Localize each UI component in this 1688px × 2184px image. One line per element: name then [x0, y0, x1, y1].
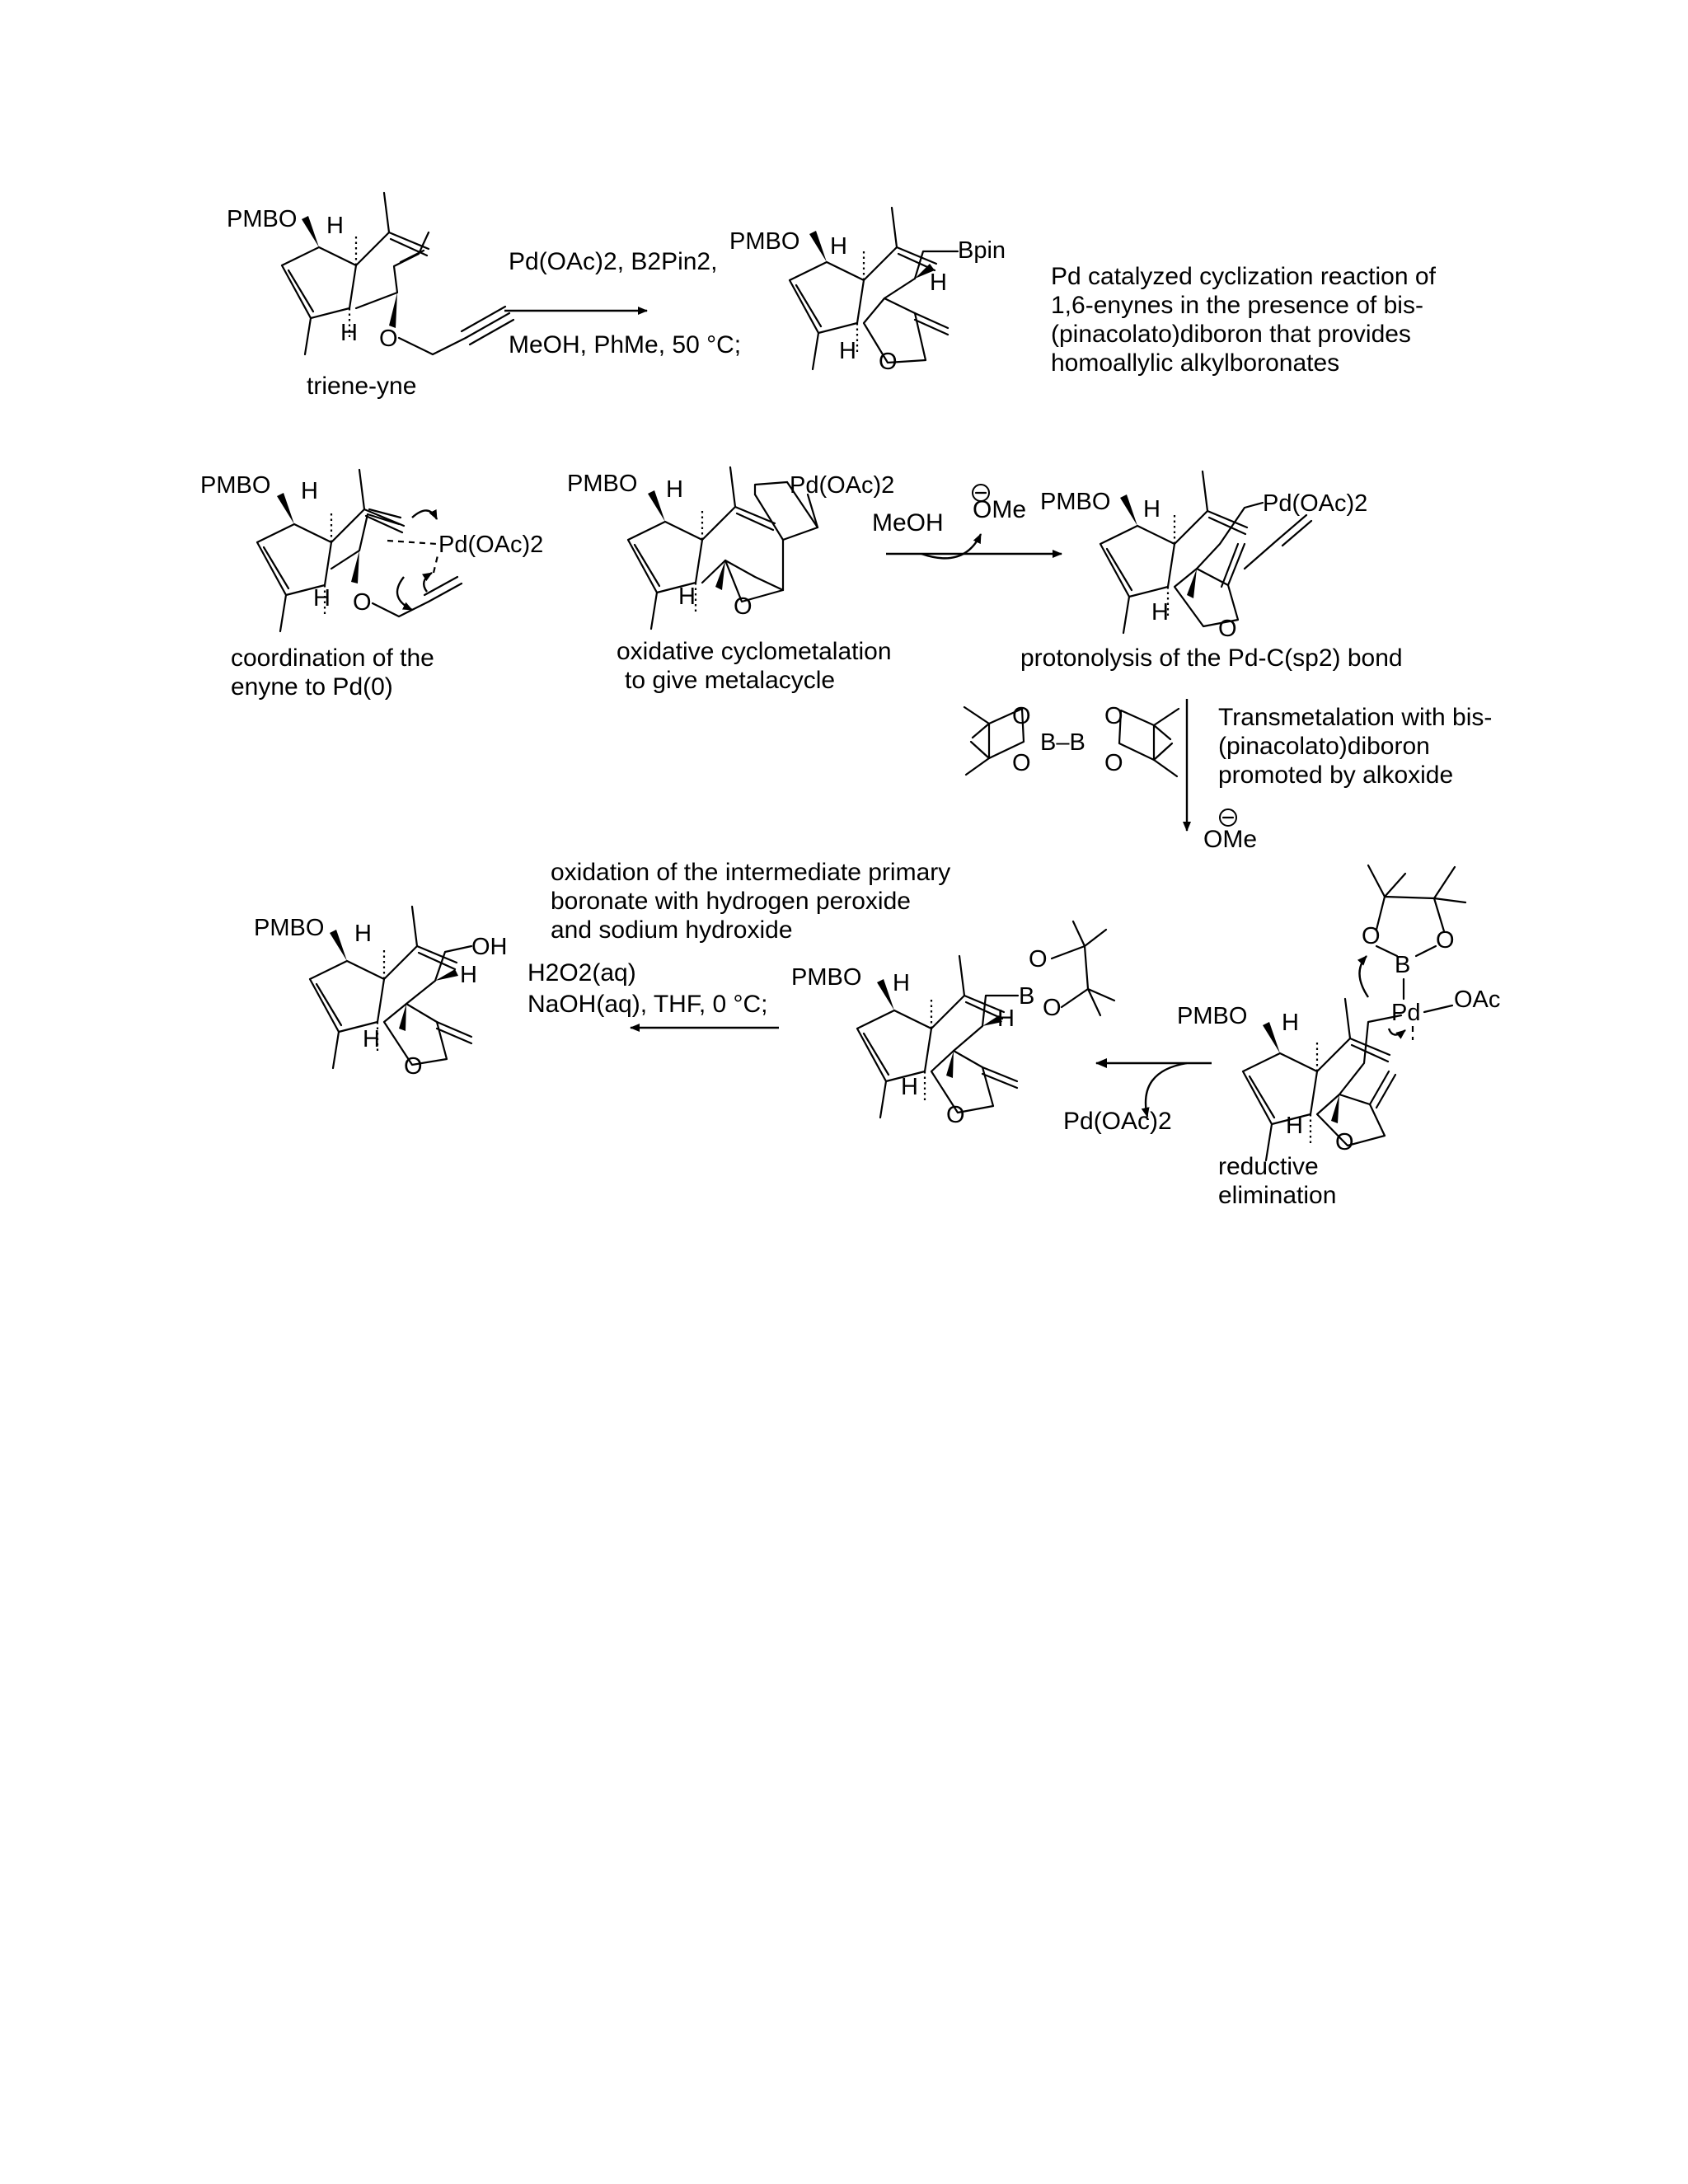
desc-line: 1,6-enynes in the presence of bis-	[1051, 292, 1423, 319]
protonolysis-label: protonolysis of the Pd-C(sp2) bond	[1020, 644, 1403, 672]
pmbo-label: PMBO	[791, 964, 862, 991]
pmbo-label: PMBO	[200, 472, 271, 499]
coord-line2: enyne to Pd(0)	[231, 673, 393, 701]
o-label: O	[404, 1053, 423, 1080]
pd-oac2-label: Pd(OAc)2	[1263, 490, 1368, 517]
pd-oac2-label: Pd(OAc)2	[790, 472, 895, 499]
conditions-1-line1: Pd(OAc)2, B2Pin2,	[509, 248, 718, 275]
boronate-intermediate	[791, 921, 1114, 1128]
o-label: O	[1104, 703, 1123, 729]
b2pin2-reagent	[964, 703, 1179, 776]
o-label: O	[353, 589, 372, 616]
desc-line: (pinacolato)diboron that provides	[1051, 321, 1411, 348]
o-label: O	[1104, 750, 1123, 776]
h-label: H	[460, 962, 477, 988]
h-label: H	[1286, 1113, 1303, 1139]
final-product-alcohol	[254, 907, 508, 1080]
conditions-2-line2: NaOH(aq), THF, 0 °C;	[528, 991, 768, 1018]
o-label: O	[879, 349, 898, 375]
oxid-line: oxidation of the intermediate primary	[551, 859, 951, 886]
h-label: H	[930, 269, 947, 296]
b-label: B	[1019, 983, 1035, 1010]
oxcyc-line1: oxidative cyclometalation	[617, 638, 892, 665]
trans-line3: promoted by alkoxide	[1218, 762, 1454, 789]
h-label: H	[1151, 599, 1169, 626]
desc-line: homoallylic alkylboronates	[1051, 349, 1340, 377]
h-label: H	[893, 970, 910, 996]
h-label: H	[839, 338, 856, 364]
o-label: O	[379, 326, 398, 352]
o-label: O	[1362, 923, 1381, 949]
h-label: H	[340, 320, 358, 346]
oxid-line: and sodium hydroxide	[551, 916, 793, 944]
ome-label: OMe	[973, 496, 1027, 523]
desc-line: Pd catalyzed cyclization reaction of	[1051, 263, 1436, 290]
oxidation-description	[551, 859, 950, 944]
pmbo-label: PMBO	[567, 471, 638, 497]
h-label: H	[301, 478, 318, 504]
o-label: O	[1043, 995, 1062, 1021]
description-1	[1051, 263, 1437, 377]
starting-material-triene-yne	[227, 193, 513, 400]
re-line2: elimination	[1218, 1182, 1337, 1209]
h-label: H	[313, 585, 331, 612]
pmbo-label: PMBO	[1177, 1003, 1248, 1029]
oac-label: OAc	[1454, 987, 1501, 1013]
metalacycle	[567, 467, 894, 694]
h-label: H	[666, 476, 683, 503]
h-label: H	[1282, 1010, 1299, 1036]
h-label: H	[363, 1026, 380, 1052]
o-label: O	[946, 1102, 965, 1128]
pmbo-label: PMBO	[254, 915, 325, 941]
meoh-label: MeOH	[872, 509, 944, 537]
pd-released-label: Pd(OAc)2	[1063, 1108, 1172, 1135]
h-label: H	[830, 233, 847, 260]
o-label: O	[1012, 703, 1031, 729]
protonated-intermediate	[1020, 471, 1403, 672]
coord-line1: coordination of the	[231, 644, 434, 672]
oxcyc-line2: to give metalacycle	[625, 667, 836, 694]
oh-label: OH	[471, 934, 508, 960]
h-label: H	[901, 1074, 918, 1100]
conditions-1-line2: MeOH, PhMe, 50 °C;	[509, 331, 742, 359]
h-label: H	[678, 583, 696, 610]
enyne-pd-complex	[200, 470, 543, 701]
oxid-line: boronate with hydrogen peroxide	[551, 888, 911, 915]
product-alkylboronate	[729, 208, 1006, 375]
o-label: O	[1029, 946, 1048, 972]
h-label: H	[1143, 496, 1160, 523]
h-label: H	[997, 1005, 1015, 1032]
pd-boron-complex	[1177, 865, 1500, 1209]
pmbo-label: PMBO	[227, 206, 298, 232]
o-label: O	[1218, 616, 1237, 642]
b-label: B	[1395, 952, 1411, 978]
h-label: H	[354, 921, 372, 947]
re-line1: reductive	[1218, 1153, 1319, 1180]
ome2-label: OMe	[1203, 826, 1258, 853]
trans-line2: (pinacolato)diboron	[1218, 733, 1430, 760]
start-name: triene-yne	[307, 373, 417, 400]
o-label: O	[1335, 1129, 1354, 1155]
h-label: H	[326, 213, 344, 239]
pd-oac2-label: Pd(OAc)2	[438, 532, 544, 558]
conditions-2-line1: H2O2(aq)	[528, 959, 636, 987]
o-label: O	[734, 593, 753, 620]
b-b-label: B–B	[1040, 729, 1085, 756]
pmbo-label: PMBO	[1040, 489, 1111, 515]
o-label: O	[1436, 927, 1455, 954]
pmbo-label: PMBO	[729, 228, 800, 255]
trans-line1: Transmetalation with bis-	[1218, 704, 1493, 731]
pd-label: Pd	[1391, 1000, 1421, 1026]
o-label: O	[1012, 750, 1031, 776]
bpin-label: Bpin	[958, 237, 1006, 264]
